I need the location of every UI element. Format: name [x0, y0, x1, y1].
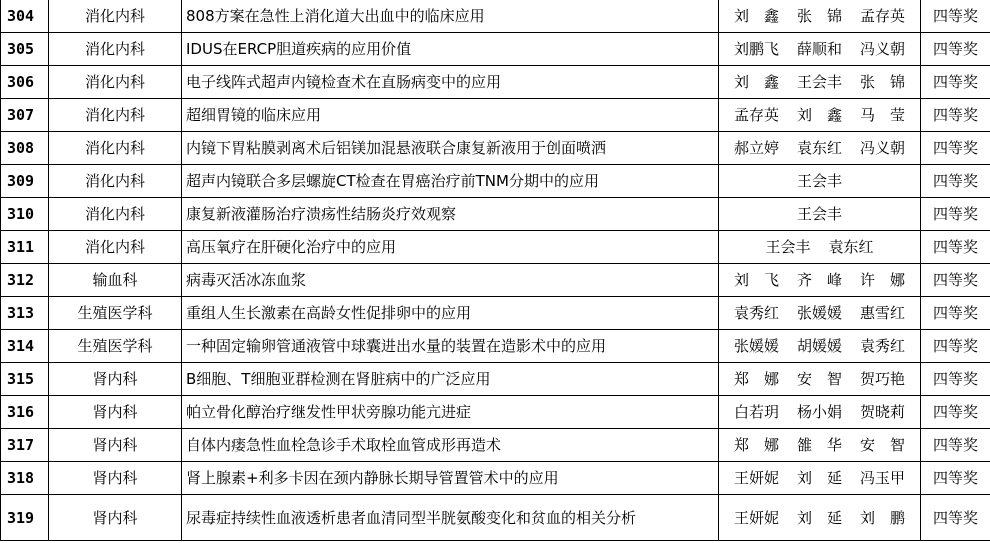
entry-number: 310 — [1, 198, 49, 231]
entry-number: 314 — [1, 330, 49, 363]
department-cell: 消化内科 — [49, 165, 182, 198]
author-name: 刘 鹏 — [860, 508, 906, 527]
authors-cell — [719, 231, 921, 264]
author-name: 郑 娜 — [733, 436, 779, 454]
table-row — [1, 363, 990, 396]
table-row — [1, 330, 990, 363]
award-level-cell: 四等奖 — [921, 231, 990, 264]
author-name: 袁秀红 — [733, 304, 779, 322]
table-row — [1, 165, 990, 198]
department-cell: 输血科 — [49, 264, 182, 297]
table-row — [1, 99, 990, 132]
award-level-cell: 四等奖 — [921, 33, 990, 66]
author-name: 贺晓莉 — [860, 403, 906, 421]
department-cell: 消化内科 — [49, 198, 182, 231]
table-row — [1, 198, 990, 231]
award-table-body — [1, 0, 990, 541]
project-title-cell: 超细胃镜的临床应用 — [182, 99, 719, 132]
award-level-cell: 四等奖 — [921, 495, 990, 541]
author-name: 冯玉甲 — [860, 469, 906, 487]
author-name: 冯义朝 — [860, 139, 906, 157]
entry-number: 308 — [1, 132, 49, 165]
department-cell: 消化内科 — [49, 231, 182, 264]
author-name: 王妍妮 — [733, 469, 779, 487]
authors-cell — [719, 33, 921, 66]
author-name: 王妍妮 — [733, 508, 779, 527]
author-name: 杨小娟 — [796, 403, 842, 421]
project-title-cell: 电子线阵式超声内镜检查术在直肠病变中的应用 — [182, 66, 719, 99]
author-name: 刘 鑫 — [796, 106, 842, 124]
entry-number: 319 — [1, 495, 49, 541]
author-name: 王会丰 — [796, 205, 842, 223]
table-row — [1, 495, 990, 541]
authors-cell — [719, 132, 921, 165]
department-cell: 消化内科 — [49, 33, 182, 66]
author-name: 袁秀红 — [860, 337, 906, 355]
award-level-cell: 四等奖 — [921, 330, 990, 363]
award-level-cell: 四等奖 — [921, 0, 990, 33]
author-name: 刘 延 — [796, 469, 842, 487]
authors-cell — [719, 264, 921, 297]
table-row — [1, 264, 990, 297]
entry-number: 305 — [1, 33, 49, 66]
project-title-cell: 一种固定输卵管通液管中球囊进出水量的装置在造影术中的应用 — [182, 330, 719, 363]
author-name: 刘 飞 — [733, 271, 779, 289]
award-level-cell: 四等奖 — [921, 198, 990, 231]
table-row — [1, 0, 990, 33]
department-cell: 肾内科 — [49, 495, 182, 541]
author-name: 张 锦 — [796, 7, 842, 25]
author-name: 刘鹏飞 — [733, 40, 779, 58]
department-cell: 肾内科 — [49, 363, 182, 396]
entry-number: 315 — [1, 363, 49, 396]
entry-number: 313 — [1, 297, 49, 330]
author-name: 刘 鑫 — [733, 7, 779, 25]
author-name: 安 智 — [860, 436, 906, 454]
entry-number: 312 — [1, 264, 49, 297]
project-title-cell: 肾上腺素+利多卡因在颈内静脉长期导管置管术中的应用 — [182, 462, 719, 495]
entry-number: 317 — [1, 429, 49, 462]
author-name: 袁东红 — [828, 238, 874, 256]
author-name: 白若玥 — [733, 403, 779, 421]
entry-number: 318 — [1, 462, 49, 495]
authors-cell — [719, 198, 921, 231]
author-name: 郑 娜 — [733, 370, 779, 388]
award-level-cell: 四等奖 — [921, 396, 990, 429]
table-row — [1, 132, 990, 165]
project-title-cell: 808方案在急性上消化道大出血中的临床应用 — [182, 0, 719, 33]
authors-cell — [719, 462, 921, 495]
award-level-cell: 四等奖 — [921, 99, 990, 132]
entry-number: 304 — [1, 0, 49, 33]
entry-number: 309 — [1, 165, 49, 198]
entry-number: 307 — [1, 99, 49, 132]
project-title-cell: 病毒灭活冰冻血浆 — [182, 264, 719, 297]
department-cell: 消化内科 — [49, 99, 182, 132]
award-level-cell: 四等奖 — [921, 264, 990, 297]
author-name: 刘 延 — [796, 508, 842, 527]
author-name: 郝立婷 — [733, 139, 779, 157]
author-name: 张媛媛 — [733, 337, 779, 355]
author-name: 惠雪红 — [860, 304, 906, 322]
author-name: 袁东红 — [796, 139, 842, 157]
table-row — [1, 231, 990, 264]
project-title-cell: B细胞、T细胞亚群检测在肾脏病中的广泛应用 — [182, 363, 719, 396]
department-cell: 消化内科 — [49, 0, 182, 33]
table-row — [1, 297, 990, 330]
authors-cell — [719, 495, 921, 541]
author-name: 孟存英 — [733, 106, 779, 124]
table-row — [1, 66, 990, 99]
department-cell: 消化内科 — [49, 132, 182, 165]
department-cell: 生殖医学科 — [49, 297, 182, 330]
project-title-cell: 帕立骨化醇治疗继发性甲状旁腺功能亢进症 — [182, 396, 719, 429]
author-name: 冯义朝 — [860, 40, 906, 58]
entry-number: 311 — [1, 231, 49, 264]
project-title-cell: 重组人生长激素在高龄女性促排卵中的应用 — [182, 297, 719, 330]
department-cell: 肾内科 — [49, 462, 182, 495]
author-name: 张 锦 — [860, 73, 906, 91]
department-cell: 生殖医学科 — [49, 330, 182, 363]
author-name: 许 娜 — [860, 271, 906, 289]
authors-cell — [719, 330, 921, 363]
author-name: 孟存英 — [860, 7, 906, 25]
author-name: 薛顺和 — [796, 40, 842, 58]
award-level-cell: 四等奖 — [921, 132, 990, 165]
table-row — [1, 429, 990, 462]
entry-number: 316 — [1, 396, 49, 429]
authors-cell — [719, 165, 921, 198]
project-title-cell: 超声内镜联合多层螺旋CT检查在胃癌治疗前TNM分期中的应用 — [182, 165, 719, 198]
project-title-cell: IDUS在ERCP胆道疾病的应用价值 — [182, 33, 719, 66]
table-row — [1, 33, 990, 66]
authors-cell — [719, 363, 921, 396]
authors-cell — [719, 99, 921, 132]
award-level-cell: 四等奖 — [921, 462, 990, 495]
award-level-cell: 四等奖 — [921, 66, 990, 99]
author-name: 王会丰 — [796, 172, 842, 190]
project-title-cell: 内镜下胃粘膜剥离术后铝镁加混悬液联合康复新液用于创面喷洒 — [182, 132, 719, 165]
author-name: 贺巧艳 — [860, 370, 906, 388]
authors-cell — [719, 429, 921, 462]
award-level-cell: 四等奖 — [921, 429, 990, 462]
entry-number: 306 — [1, 66, 49, 99]
award-level-cell: 四等奖 — [921, 297, 990, 330]
award-level-cell: 四等奖 — [921, 363, 990, 396]
author-name: 张媛媛 — [796, 304, 842, 322]
authors-cell — [719, 0, 921, 33]
author-name: 王会丰 — [796, 73, 842, 91]
author-name: 王会丰 — [765, 238, 811, 256]
award-level-cell: 四等奖 — [921, 165, 990, 198]
authors-cell — [719, 396, 921, 429]
author-name: 齐 峰 — [796, 271, 842, 289]
department-cell: 肾内科 — [49, 429, 182, 462]
table-row — [1, 462, 990, 495]
author-name: 安 智 — [796, 370, 842, 388]
authors-cell — [719, 297, 921, 330]
project-title-cell: 康复新液灌肠治疗溃疡性结肠炎疗效观察 — [182, 198, 719, 231]
author-name: 胡媛媛 — [796, 337, 842, 355]
authors-cell — [719, 66, 921, 99]
author-name: 雒 华 — [796, 436, 842, 454]
author-name: 马 莹 — [860, 106, 906, 124]
author-name: 刘 鑫 — [733, 73, 779, 91]
department-cell: 肾内科 — [49, 396, 182, 429]
table-row — [1, 396, 990, 429]
project-title-cell: 尿毒症持续性血液透析患者血清同型半胱氨酸变化和贫血的相关分析 — [182, 495, 719, 541]
project-title-cell: 自体内瘘急性血栓急诊手术取栓血管成形再造术 — [182, 429, 719, 462]
project-title-cell: 高压氧疗在肝硬化治疗中的应用 — [182, 231, 719, 264]
department-cell: 消化内科 — [49, 66, 182, 99]
